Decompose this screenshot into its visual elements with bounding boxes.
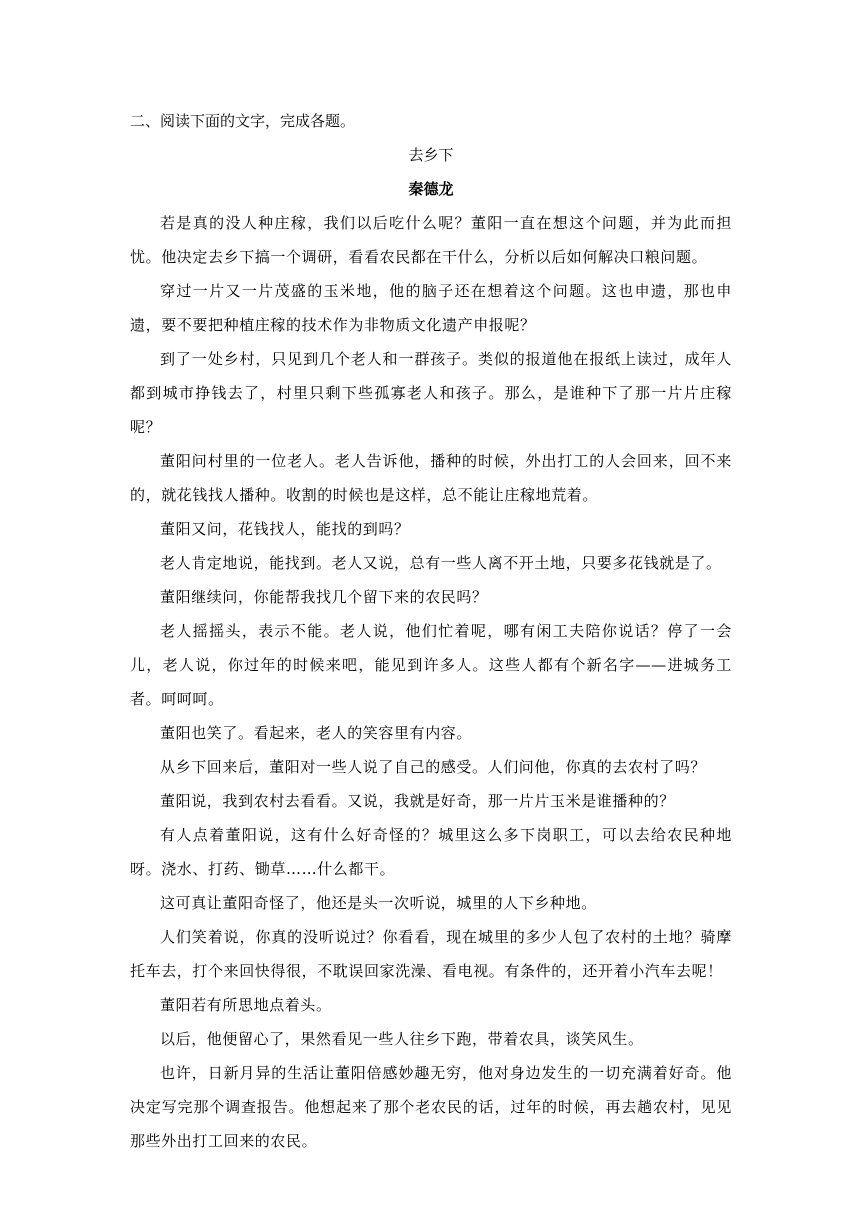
paragraph: 老人摇摇头，表示不能。老人说，他们忙着呢，哪有闲工夫陪你说话？停了一会儿，老人说，你过年的时候来吧，能见到许多人。这些人都有个新名字——进城务工者。呵呵呵。 — [130, 622, 732, 708]
paragraph: 董阳问村里的一位老人。老人告诉他，播种的时候，外出打工的人会回来，回不来的，就花钱找人播种。收割的时候也是这样，总不能让庄稼地荒着。 — [130, 452, 732, 504]
paragraph: 董阳也笑了。看起来，老人的笑容里有内容。 — [160, 724, 473, 742]
paragraph: 董阳若有所思地点着头。 — [160, 996, 332, 1014]
paragraph: 若是真的没人种庄稼，我们以后吃什么呢？董阳一直在想这个问题，并为此而担忧。他决定去乡下搞一个调研，看看农民都在干什么，分析以后如何解决口粮问题。 — [130, 214, 732, 266]
paragraph: 穿过一片又一片茂盛的玉米地，他的脑子还在想着这个问题。这也申遗，那也申遗，要不要把种植庄稼的技术作为非物质文化遗产申报呢？ — [130, 282, 732, 334]
section-heading: 二、阅读下面的文字，完成各题。 — [130, 112, 356, 130]
article-title: 去乡下 — [408, 146, 454, 164]
paragraph: 老人肯定地说，能找到。老人又说，总有一些人离不开土地，只要多花钱就是了。 — [160, 554, 722, 572]
paragraph: 这可真让董阳奇怪了，他还是头一次听说，城里的人下乡种地。 — [160, 894, 597, 912]
paragraph: 董阳又问，花钱找人，能找的到吗？ — [160, 520, 410, 538]
paragraph: 有人点着董阳说，这有什么好奇怪的？城里这么多下岗职工，可以去给农民种地呀。浇水、打药、锄草……什么都干。 — [130, 826, 732, 878]
paragraph: 到了一处乡村，只见到几个老人和一群孩子。类似的报道他在报纸上读过，成年人都到城市挣钱去了，村里只剩下些孤寡老人和孩子。那么，是谁种下了那一片片庄稼呢？ — [130, 350, 732, 436]
paragraph: 董阳继续问，你能帮我找几个留下来的农民吗？ — [160, 588, 488, 606]
article-author: 秦德龙 — [408, 180, 454, 198]
paragraph: 从乡下回来后，董阳对一些人说了自己的感受。人们问他，你真的去农村了吗？ — [160, 758, 707, 776]
paragraph: 以后，他便留心了，果然看见一些人往乡下跑，带着农具，谈笑风生。 — [160, 1030, 644, 1048]
article-text — [130, 206, 732, 1158]
paragraph: 也许，日新月异的生活让董阳倍感妙趣无穷，他对身边发生的一切充满着好奇。他决定写完那个调查报告。他想起来了那个老农民的话，过年的时候，再去趟农村，见见那些外出打工回来的农民。 — [130, 1064, 732, 1150]
document-body — [130, 104, 732, 1158]
paragraph: 人们笑着说，你真的没听说过？你看看，现在城里的多少人包了农村的土地？骑摩托车去，打个来回快得很，不耽误回家洗澡、看电视。有条件的，还开着小汽车去呢！ — [130, 928, 732, 980]
paragraph: 董阳说，我到农村去看看。又说，我就是好奇，那一片片玉米是谁播种的？ — [160, 792, 675, 810]
